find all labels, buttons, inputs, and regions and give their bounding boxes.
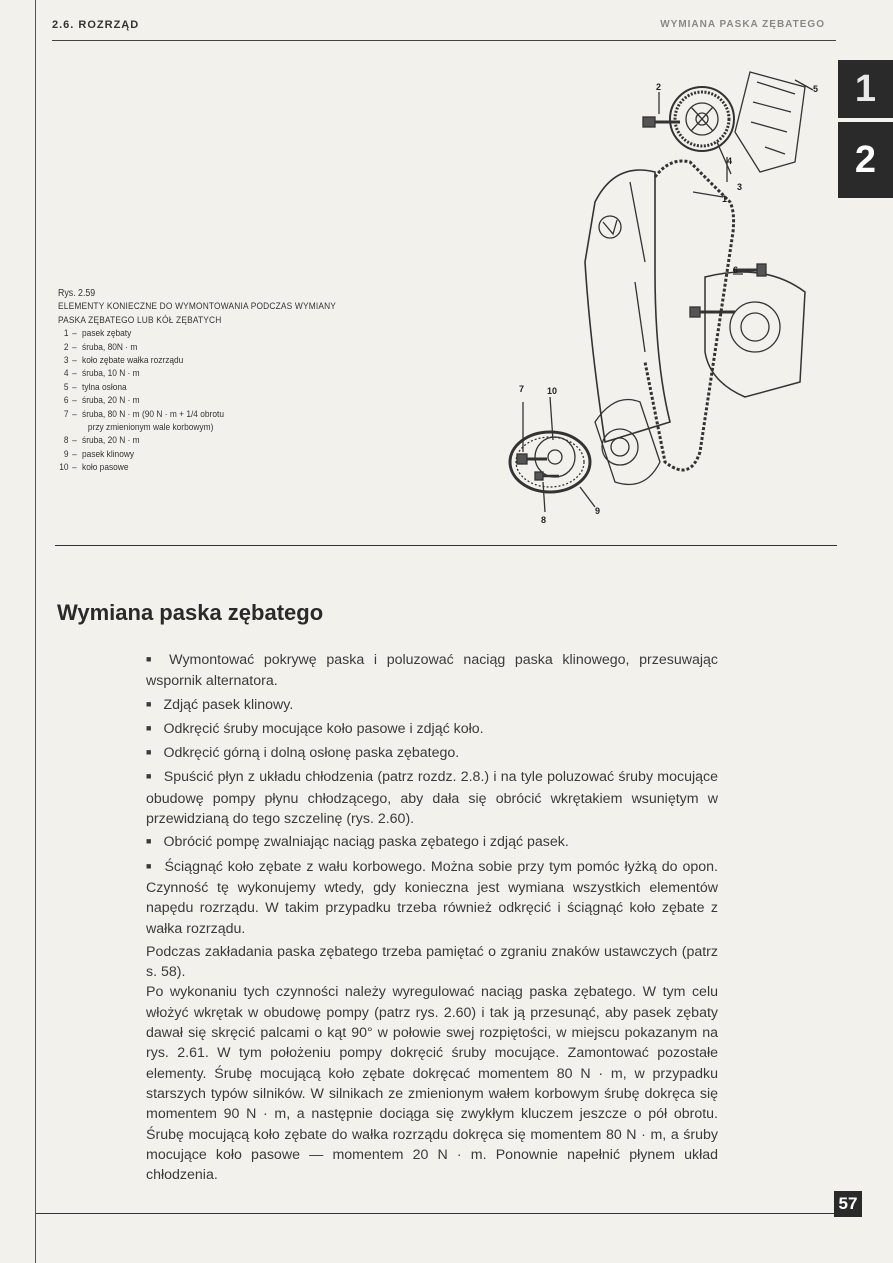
water-pump-plate <box>690 272 805 397</box>
timing-belt-diagram <box>495 62 835 542</box>
figure-title-line2: PASKA ZĘBATEGO LUB KÓŁ ZĘBATYCH <box>58 314 222 326</box>
callout-1: 1 <box>722 194 728 204</box>
pulley-10 <box>535 437 575 477</box>
legend-item: 8 – śruba, 20 N · m <box>63 435 140 447</box>
callout-9: 9 <box>595 506 601 516</box>
callout-10: 10 <box>547 386 558 396</box>
legend-item: 9 – pasek klinowy <box>63 448 135 460</box>
timing-belt <box>645 161 734 470</box>
rear-cover <box>735 72 805 172</box>
chapter-tab-1: 1 <box>838 60 893 118</box>
callout-7: 7 <box>519 384 525 394</box>
legend-item: 1 – pasek zębaty <box>63 328 132 340</box>
belt-cover <box>585 170 670 442</box>
figure-title-line1: ELEMENTY KONIECZNE DO WYMONTOWANIA PODCZAS WYMIANY <box>58 301 337 313</box>
left-margin-rule <box>35 0 36 1263</box>
running-header-section: 2.6. ROZRZĄD <box>52 19 140 31</box>
figure-legend <box>58 327 384 474</box>
chapter-tab-2: 2 <box>838 122 893 198</box>
callout-4: 4 <box>727 156 733 166</box>
callout-3: 3 <box>737 182 743 192</box>
legend-item: 7 – śruba, 80 N · m (90 N · m + 1/4 obrotu <box>63 408 224 420</box>
instruction-step: ■ Zdjąć pasek klinowy. <box>146 695 718 716</box>
instruction-step: ■ Odkręcić górną i dolną osłonę paska zębatego. <box>146 743 718 764</box>
header-rule <box>52 40 836 41</box>
body-paragraph: Podczas zakładania paska zębatego trzeba pamiętać o zgraniu znaków ustawczych (patrz s. 58). <box>146 943 718 981</box>
callout-8: 8 <box>541 515 547 525</box>
section-divider <box>55 545 837 546</box>
instruction-step: ■ Spuścić płyn z układu chłodzenia (patrz rozdz. 2.8.) i na tyle poluzować śruby mocujące obudowę pompy płynu chłodzącego, aby dała się obrócić wkrętakiem wsuniętym w przewidzianą do tego szczelinę (rys. 2.60). <box>146 767 718 829</box>
legend-item: 4 – śruba, 10 N · m <box>63 368 140 380</box>
body-paragraph: Po wykonaniu tych czynności należy wyregulować naciąg paska zębatego. W tym celu włożyć wkrętak w obudowę pompy (patrz rys. 2.60) i tak ją przesunąć, aby pasek zębaty dawał się skręcić palcami o kąt 90° w połowie swej rozpiętości, w miejscu pokazanym na rys. 2.61. W tym położeniu pompy dokręcić śruby mocujące. Zamontować pozostałe elementy. Śrubę mocującą koło zębate dokręcać momentem 80 N · m, w przypadku starszych typów silników. W silnikach ze zmienionym wałem korbowym śrubę dokręca się momentem 90 N · m, a następnie dociąga się zwykłym kluczem jeszcze o pół obrotu. Śrubę mocującą koło zębate do wałka rozrządu dokręca się momentem 80 N · m, a śruby mocujące koło pasowe — momentem 20 N · m. Ponownie napełnić płynem układ chłodzenia. <box>146 984 718 1184</box>
legend-item: 5 – tylna osłona <box>63 381 127 393</box>
instruction-step: ■ Wymontować pokrywę paska i poluzować naciąg paska klinowego, przesuwając wspornik alternatora. <box>146 650 718 692</box>
callout-5: 5 <box>813 84 819 94</box>
instruction-step: ■ Ściągnąć koło zębate z wału korbowego. Można sobie przy tym pomóc łyżką do opon. Czynność tę wykonujemy wtedy, gdy konieczna jest wymiana wszystkich elementów napędu rozrządu. W takim przypadku trzeba również odkręcić i ściągnąć koło zębate z wałka rozrządu. <box>146 857 718 939</box>
running-header-title: WYMIANA PASKA ZĘBATEGO <box>660 19 825 30</box>
page-number: 57 <box>834 1191 862 1217</box>
legend-item-continued: przy zmienionym wale korbowym) <box>87 422 214 434</box>
section-title: Wymiana paska zębatego <box>57 600 324 625</box>
camshaft-gear <box>670 87 734 151</box>
callout-6: 6 <box>733 265 739 275</box>
legend-item: 2 – śruba, 80N · m <box>63 341 138 353</box>
figure-caption <box>58 287 384 475</box>
footer-rule <box>36 1213 836 1214</box>
instruction-step: ■ Obrócić pompę zwalniając naciąg paska zębatego i zdjąć pasek. <box>146 832 718 853</box>
legend-item: 3 – koło zębate wałka rozrządu <box>63 355 184 367</box>
callout-2: 2 <box>656 82 662 92</box>
legend-item: 10 – koło pasowe <box>59 462 129 474</box>
instructions <box>146 650 718 1185</box>
legend-item: 6 – śruba, 20 N · m <box>63 395 140 407</box>
instruction-step: ■ Odkręcić śruby mocujące koło pasowe i zdjąć koło. <box>146 719 718 740</box>
figure-number: Rys. 2.59 <box>58 288 96 299</box>
